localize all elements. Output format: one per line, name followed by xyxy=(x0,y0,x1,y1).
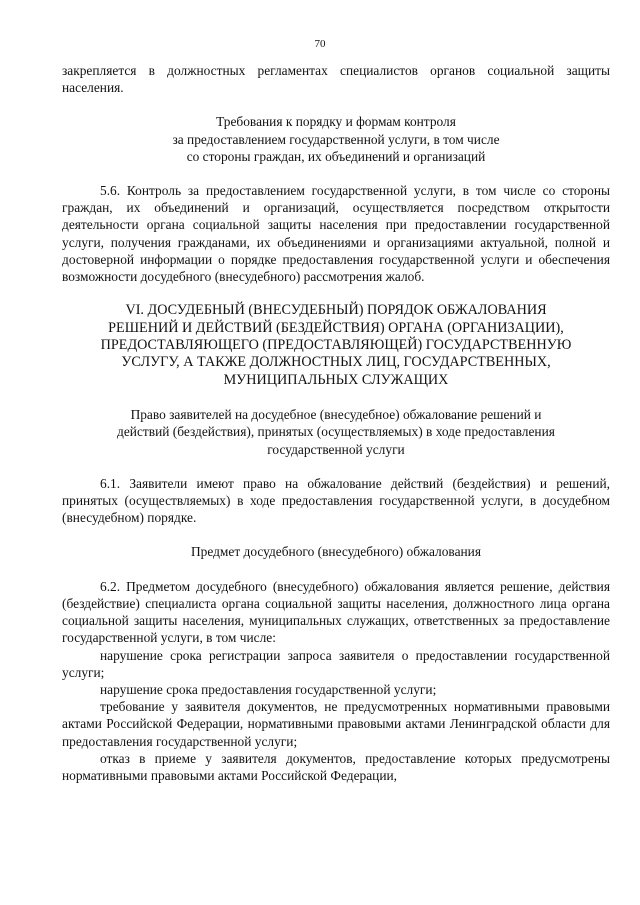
heading-line: действий (бездействия), принятых (осуществляемых) в ходе предоставления xyxy=(117,424,555,440)
heading-appeal-subject: Предмет досудебного (внесудебного) обжалования xyxy=(190,544,482,560)
section-title-vi xyxy=(62,302,610,389)
heading-line: со стороны граждан, их объединений и организаций xyxy=(186,148,486,164)
list-item: отказ в приеме у заявителя документов, предоставление которых предусмотрены нормативными правовыми актами Российской Федерации, xyxy=(62,750,610,783)
list-item: нарушение срока регистрации запроса заявителя о предоставлении государственной услуги; xyxy=(62,647,610,680)
section-title-line: ПРЕДОСТАВЛЯЮЩЕГО (ПРЕДОСТАВЛЯЮЩЕЙ) ГОСУДАРСТВЕННУЮ xyxy=(100,337,572,354)
section-title-line: УСЛУГУ, А ТАКЖЕ ДОЛЖНОСТНЫХ ЛИЦ, ГОСУДАРСТВЕННЫХ, xyxy=(121,354,551,371)
paragraph-6-2: 6.2. Предметом досудебного (внесудебного) обжалования является решение, действия (бездействие) специалиста органа социальной защиты населения, должностного лица органа социальной защиты населения, муниципальных служащих, ответственных за предоставление государственной услуги, в том числе: xyxy=(62,578,610,646)
heading-line: Требования к порядку и формам контроля xyxy=(216,114,456,130)
section-title-line: VI. ДОСУДЕБНЫЙ (ВНЕСУДЕБНЫЙ) ПОРЯДОК ОБЖАЛОВАНИЯ xyxy=(125,302,547,319)
list-item: нарушение срока предоставления государственной услуги; xyxy=(100,681,437,697)
heading-line: Право заявителей на досудебное (внесудебное) обжалование решений и xyxy=(130,407,542,423)
heading-control-requirements xyxy=(62,113,610,165)
paragraph-6-1: 6.1. Заявители имеют право на обжалование действий (бездействия) и решений, принятых (осуществляемых) в ходе предоставления государственной услуги, в досудебном (внесудебном) порядке. xyxy=(62,475,610,526)
heading-line: государственной услуги xyxy=(267,441,405,457)
paragraph-5-6: 5.6. Контроль за предоставлением государственной услуги, в том числе со стороны граждан, их объединений и организаций, осуществляется посредством открытости деятельности органа социальной защиты населения при предоставлении государственной услуги, получения гражданами, их объединениями и организациями актуальной, полной и достоверной информации о порядке предоставления государственной услуги и обеспечения возможности досудебного (внесудебного) рассмотрения жалоб. xyxy=(62,183,610,285)
paragraph-intro: закрепляется в должностных регламентах специалистов органов социальной защиты населения. xyxy=(62,63,610,96)
section-title-line: МУНИЦИПАЛЬНЫХ СЛУЖАЩИХ xyxy=(223,371,449,388)
section-title-line: РЕШЕНИЙ И ДЕЙСТВИЙ (БЕЗДЕЙСТВИЯ) ОРГАНА (ОРГАНИЗАЦИИ), xyxy=(108,319,564,336)
document-body xyxy=(62,62,610,784)
heading-appeal-right xyxy=(62,406,610,458)
page-number: 70 xyxy=(314,38,326,50)
list-item: требование у заявителя документов, не предусмотренных нормативными правовыми актами Российской Федерации, нормативными правовыми актами Ленинградской области для предоставления государственной услуги; xyxy=(62,699,610,749)
heading-line: за предоставлением государственной услуги, в том числе xyxy=(172,131,500,147)
